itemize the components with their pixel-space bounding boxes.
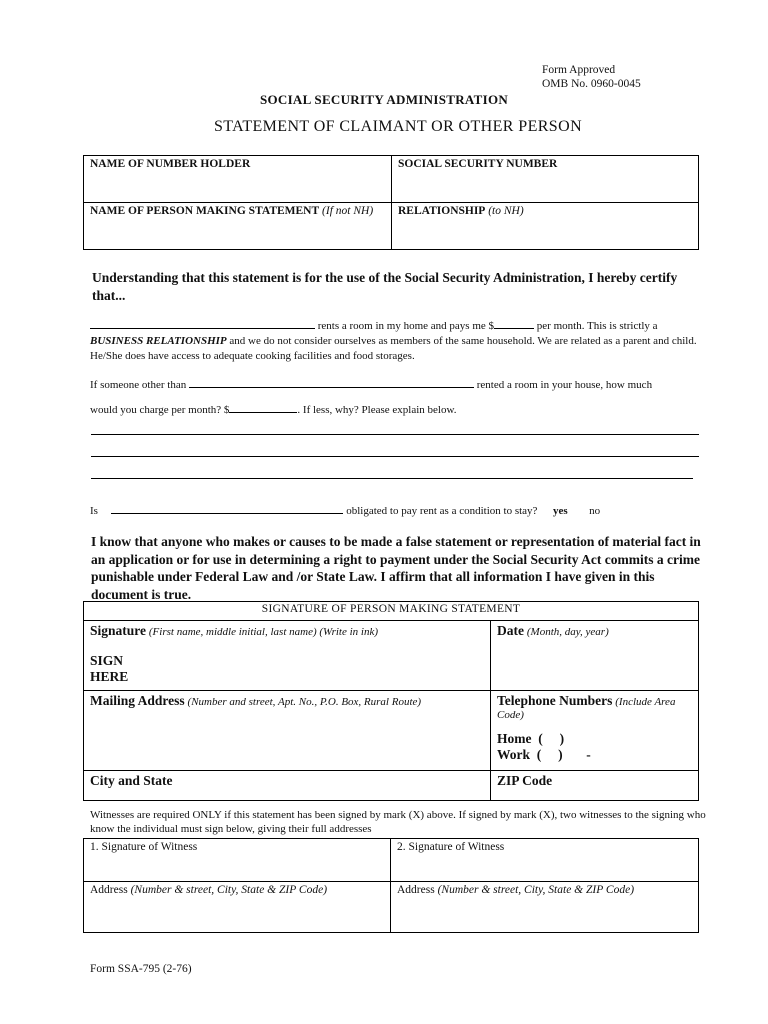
signature-table bbox=[83, 601, 699, 801]
witness-1-signature-label: 1. Signature of Witness bbox=[90, 841, 198, 853]
certification-statement: Understanding that this statement is for the use of the Social Security Administration, I hereby certify that... bbox=[92, 270, 678, 303]
identification-table bbox=[83, 155, 699, 250]
telephone-label: Telephone Numbers bbox=[497, 693, 613, 708]
date-label: Date bbox=[497, 623, 524, 638]
name-of-number-holder-label: NAME OF NUMBER HOLDER bbox=[90, 158, 251, 170]
omb-number: OMB No. 0960-0045 bbox=[542, 78, 641, 90]
signature-label: Signature bbox=[90, 623, 147, 638]
social-security-number-label: SOCIAL SECURITY NUMBER bbox=[398, 158, 558, 170]
witness-1-address-hint: (Number & street, City, State & ZIP Code) bbox=[130, 884, 328, 896]
signature-hint: (First name, middle initial, last name) (Write in ink) bbox=[148, 626, 379, 638]
witness-2-address-hint: (Number & street, City, State & ZIP Code) bbox=[437, 884, 635, 896]
rent-amount-blank[interactable] bbox=[494, 317, 534, 329]
charge-line bbox=[90, 401, 705, 418]
person-making-statement-field[interactable] bbox=[84, 203, 392, 250]
other-renter-text-b: rented a room in your house, how much bbox=[476, 379, 653, 391]
sign-here-text-2: HERE bbox=[90, 669, 129, 684]
witness-1-address-label: Address bbox=[90, 884, 128, 896]
person-making-statement-hint: (If not NH) bbox=[322, 205, 374, 217]
rent-paragraph bbox=[90, 317, 705, 364]
rent-text-b: per month. This is strictly a bbox=[536, 320, 658, 332]
work-phone[interactable]: Work ( ) - bbox=[497, 747, 591, 762]
no-option[interactable]: no bbox=[589, 505, 601, 517]
telephone-hint: (Include Area Code) bbox=[497, 696, 676, 721]
explain-text: . If less, why? Please explain below. bbox=[297, 404, 457, 416]
explanation-line-2[interactable] bbox=[91, 456, 699, 457]
social-security-number-field[interactable] bbox=[392, 156, 699, 203]
explanation-line-1[interactable] bbox=[91, 434, 699, 435]
penalty-warning: I know that anyone who makes or causes to be made a false statement or representation of material fact in an application or for use in determining a right to payment under the Social Security Act commits a crime punishable under Federal Law and /or State Law. I affirm that all information I have given in this document is true. bbox=[91, 534, 701, 602]
mailing-address-label: Mailing Address bbox=[90, 693, 185, 708]
other-renter-text-a: If someone other than bbox=[90, 379, 187, 391]
mailing-address-field[interactable] bbox=[84, 691, 491, 771]
telephone-field[interactable] bbox=[491, 691, 699, 771]
is-text: Is bbox=[90, 505, 98, 517]
charge-amount-blank[interactable] bbox=[229, 401, 297, 413]
form-approved-text: Form Approved bbox=[542, 64, 616, 76]
rent-text-a: rents a room in my home and pays me $ bbox=[317, 320, 495, 332]
zip-code-field[interactable] bbox=[491, 771, 699, 801]
other-renter-blank[interactable] bbox=[189, 376, 474, 388]
witness-2-address-label: Address bbox=[397, 884, 435, 896]
name-of-number-holder-field[interactable] bbox=[84, 156, 392, 203]
form-approval-block bbox=[542, 63, 641, 91]
witness-1-address-field[interactable] bbox=[84, 882, 391, 933]
witness-2-signature-field[interactable] bbox=[391, 839, 699, 882]
witness-2-signature-label: 2. Signature of Witness bbox=[397, 841, 505, 853]
explanation-line-3[interactable] bbox=[91, 478, 693, 479]
signature-section-heading: SIGNATURE OF PERSON MAKING STATEMENT bbox=[84, 602, 699, 621]
form-number: Form SSA-795 (2-76) bbox=[90, 963, 192, 975]
relationship-label: RELATIONSHIP bbox=[398, 205, 486, 217]
home-phone[interactable]: Home ( ) bbox=[497, 731, 565, 746]
city-state-field[interactable] bbox=[84, 771, 491, 801]
relationship-hint: (to NH) bbox=[488, 205, 524, 217]
zip-code-label: ZIP Code bbox=[497, 773, 553, 788]
agency-name: SOCIAL SECURITY ADMINISTRATION bbox=[259, 92, 509, 107]
witness-2-address-field[interactable] bbox=[391, 882, 699, 933]
form-title: STATEMENT OF CLAIMANT OR OTHER PERSON bbox=[213, 118, 583, 135]
relationship-field[interactable] bbox=[392, 203, 699, 250]
yes-option[interactable]: yes bbox=[552, 505, 568, 517]
other-renter-line bbox=[90, 376, 705, 393]
business-relationship-text: BUSINESS RELATIONSHIP bbox=[90, 335, 227, 347]
rent-text-c: and we do not consider ourselves as members of the same household. We are related as a parent and child. He/She does have access to adequate cooking facilities and food storages. bbox=[90, 335, 697, 362]
signature-field[interactable] bbox=[84, 621, 491, 691]
obligated-person-blank[interactable] bbox=[111, 502, 343, 514]
charge-text: would you charge per month? $ bbox=[90, 404, 230, 416]
renter-name-blank[interactable] bbox=[90, 317, 315, 329]
witness-1-signature-field[interactable] bbox=[84, 839, 391, 882]
date-hint: (Month, day, year) bbox=[526, 626, 609, 638]
sign-here-text-1: SIGN bbox=[90, 653, 124, 668]
witness-table bbox=[83, 838, 699, 933]
obligated-text: obligated to pay rent as a condition to stay? bbox=[346, 505, 538, 517]
mailing-address-hint: (Number and street, Apt. No., P.O. Box, Rural Route) bbox=[187, 696, 422, 708]
person-making-statement-label: NAME OF PERSON MAKING STATEMENT bbox=[90, 205, 320, 217]
city-state-label: City and State bbox=[90, 773, 173, 788]
obligation-line bbox=[90, 502, 705, 519]
witness-instructions: Witnesses are required ONLY if this statement has been signed by mark (X) above. If signed by mark (X), two witnesses to the signing who know the individual must sign below, giving their full addresses bbox=[90, 809, 706, 835]
date-field[interactable] bbox=[491, 621, 699, 691]
